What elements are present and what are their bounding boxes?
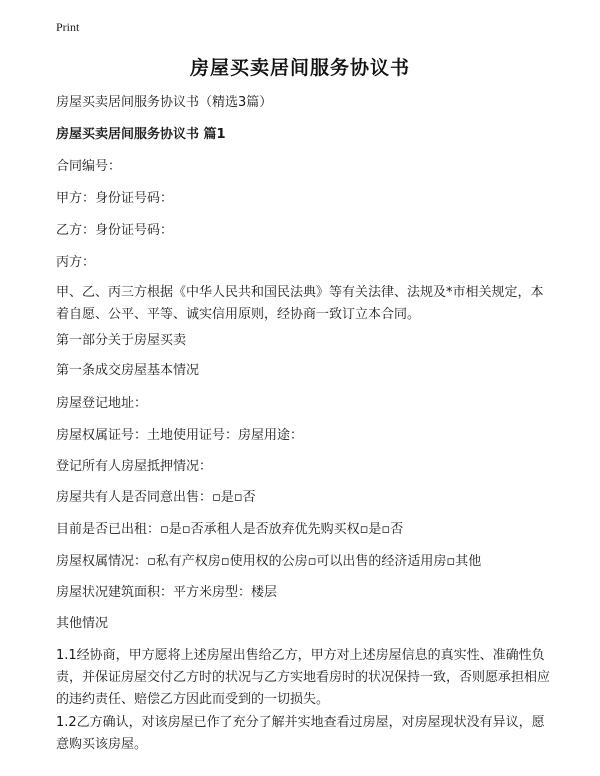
registration-address-line: 房屋登记地址： (56, 396, 148, 411)
party-a-line: 甲方：身份证号码： (56, 191, 174, 206)
co-owner-line: 房屋共有人是否同意出售：▫是▫否 (56, 490, 256, 505)
party-b-line: 乙方：身份证号码： (56, 223, 174, 238)
certificate-numbers-line: 房屋权属证号：土地使用证号：房屋用途： (56, 428, 304, 443)
print-label: Print (56, 20, 80, 34)
contract-number-line: 合同编号： (56, 159, 122, 174)
party-c-line: 丙方： (56, 255, 96, 270)
clause-1-2-paragraph: 1.2乙方确认，对该房屋已作了充分了解并实地查看过房屋，对房屋现状没有异议，愿意购买该房屋。 (56, 715, 545, 752)
document-title: 房屋买卖居间服务协议书 (189, 57, 410, 79)
area-line: 房屋状况建筑面积：平方米房型：楼层 (56, 585, 278, 600)
article-one-heading: 第一条成交房屋基本情况 (56, 363, 200, 378)
part-one-heading: 第一部分关于房屋买卖 (56, 333, 187, 348)
document-subtitle: 房屋买卖居间服务协议书（精选3篇） (56, 95, 273, 110)
rental-status-line: 目前是否已出租：▫是▫否承租人是否放弃优先购买权▫是▫否 (56, 522, 404, 537)
other-conditions-line: 其他情况 (56, 616, 109, 631)
section-heading: 房屋买卖居间服务协议书 篇1 (56, 127, 226, 142)
mortgage-line: 登记所有人房屋抵押情况： (56, 459, 213, 474)
clause-1-1-paragraph: 1.1经协商，甲方愿将上述房屋出售给乙方，甲方对上述房屋信息的真实性、准确性负责，并保证房屋交付乙方时的状况与乙方实地看房时的状况保持一致，否则愿承担相应的违约责任、赔偿乙方因此而受到的一切损失。 (56, 648, 551, 707)
ownership-type-line: 房屋权属情况：▫私有产权房▫使用权的公房▫可以出售的经济适用房▫其他 (56, 554, 482, 569)
intro-paragraph: 甲、乙、丙三方根据《中华人民共和国民法典》等有关法律、法规及*市相关规定，本着自愿、公平、平等、诚实信用原则，经协商一致订立本合同。 (56, 285, 544, 322)
